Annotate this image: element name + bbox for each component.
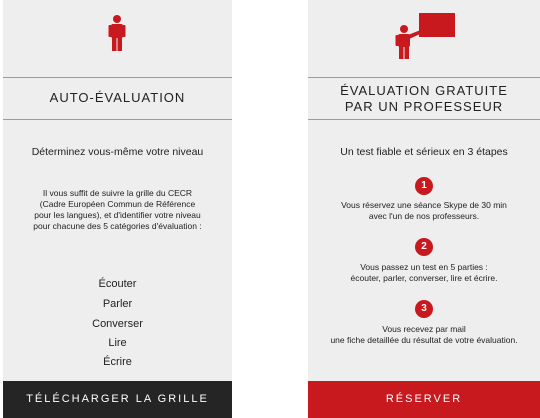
step-line: Vous réservez une séance Skype de 30 min <box>341 200 507 210</box>
step-text <box>308 262 540 284</box>
icon-zone <box>308 0 540 77</box>
paragraph-line: (Cadre Européen Commun de Référence <box>39 199 196 209</box>
step-line: Vous passez un test en 5 parties : <box>360 262 488 272</box>
teacher-evaluation-card <box>308 0 540 418</box>
card-title: AUTO-ÉVALUATION <box>49 90 186 105</box>
skill-item: Converser <box>92 318 143 330</box>
paragraph-line: pour chacune des 5 catégories d'évaluation : <box>33 221 202 231</box>
skill-item: Parler <box>102 298 133 310</box>
skill-item: Écouter <box>98 278 137 290</box>
icon-zone <box>3 0 232 77</box>
step-number-badge: 2 <box>415 238 433 256</box>
step-line: une fiche detaillée du résultat de votre évaluation. <box>330 335 518 345</box>
card-subtitle: Un test fiable et sérieux en 3 étapes <box>340 146 508 158</box>
step-number-badge: 1 <box>415 177 433 195</box>
title-line: PAR UN PROFESSEUR <box>344 99 504 114</box>
skill-item: Lire <box>108 337 127 349</box>
divider <box>3 119 232 120</box>
step-text <box>308 324 540 346</box>
person-icon <box>3 0 232 77</box>
step-number-badge: 3 <box>415 300 433 318</box>
card-title <box>308 83 540 115</box>
divider <box>3 77 232 78</box>
card-subtitle: Déterminez vous-même votre niveau <box>31 146 204 158</box>
divider <box>308 77 540 78</box>
paragraph-line: Il vous suffit de suivre la grille du CECR <box>42 188 193 198</box>
step-line: Vous recevez par mail <box>382 324 466 334</box>
download-grid-button[interactable]: TÉLÉCHARGER LA GRILLE <box>3 381 232 418</box>
self-assessment-card <box>3 0 232 418</box>
step-line: avec l'un de nos professeurs. <box>368 211 480 221</box>
divider <box>308 119 540 120</box>
title-line: ÉVALUATION GRATUITE <box>340 83 508 98</box>
instructions-paragraph <box>11 188 224 232</box>
paragraph-line: pour les langues), et d'identifier votre niveau <box>34 210 201 220</box>
teacher-board-icon <box>308 0 540 77</box>
step-line: écouter, parler, converser, lire et écrire. <box>350 273 498 283</box>
skill-item: Écrire <box>103 356 132 368</box>
step-text <box>308 200 540 222</box>
reserve-button[interactable]: RÉSERVER <box>308 381 540 418</box>
